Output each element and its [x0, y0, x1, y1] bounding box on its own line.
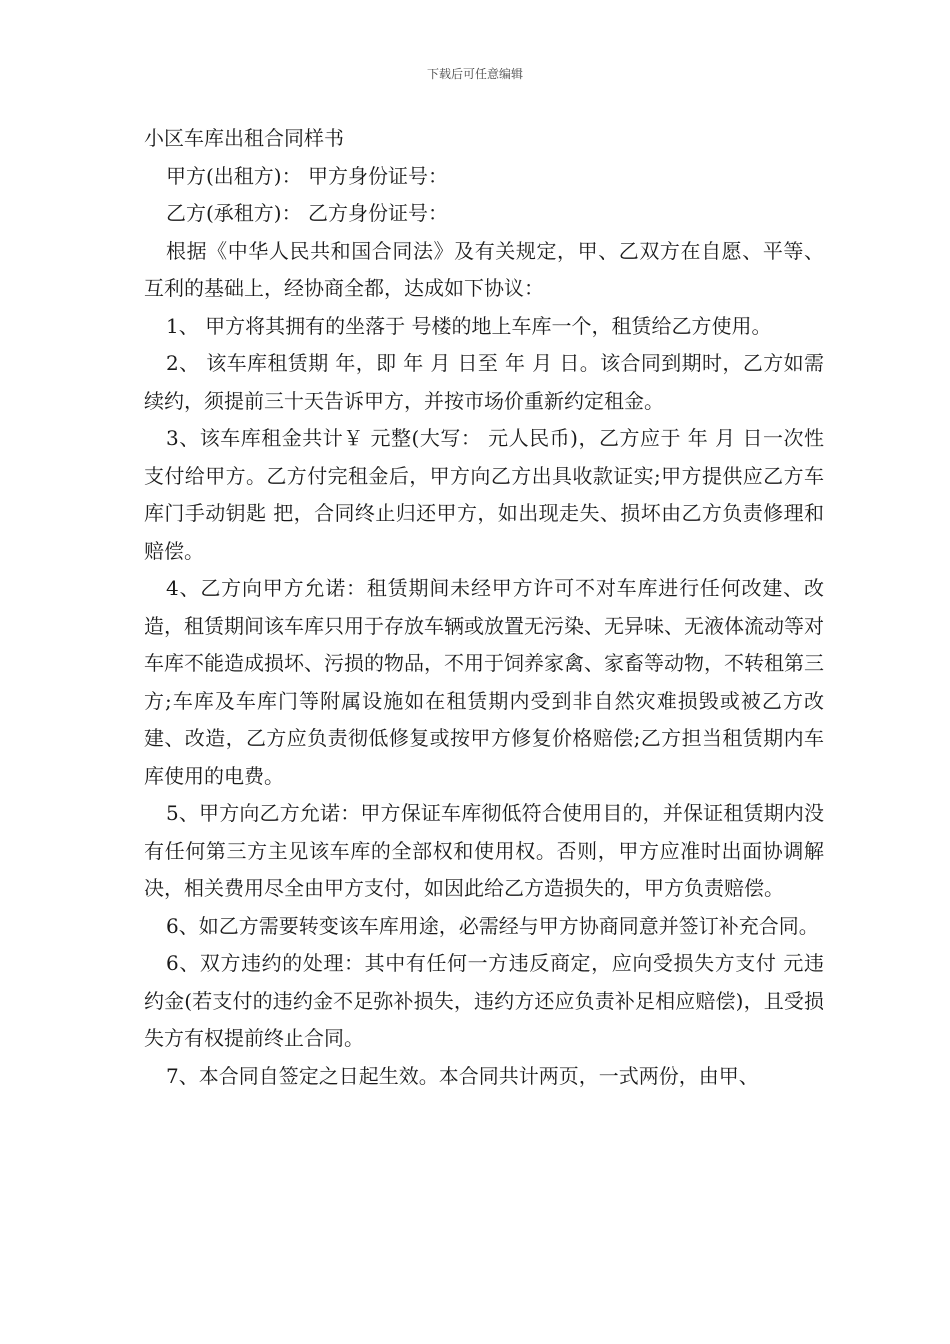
party-b-line: 乙方(承租方)： 乙方身份证号：: [166, 201, 448, 225]
clause-6b: 6、双方违约的处理：其中有任何一方违反商定，应向受损失方支付 元违约金(若支付的违约金不足弥补损失，违约方还应负责补足相应赔偿)，且受损失方有权提前终止合同。: [144, 951, 824, 1050]
clause-3: 3、该车库租金共计￥ 元整(大写： 元人民币)，乙方应于 年 月 日一次性支付给甲方。乙方付完租金后，甲方向乙方出具收款证实;甲方提供应乙方车库门手动钥匙 把，合同终止归还甲方，如出现走失、损坏由乙方负责修理和赔偿。: [144, 426, 824, 563]
contract-body: [144, 120, 824, 1095]
page-header-note: 下载后可任意编辑: [426, 67, 523, 81]
clause-7: 7、本合同自签定之日起生效。本合同共计两页，一式两份，由甲、: [166, 1063, 759, 1088]
document-title: 小区车库出租合同样书: [144, 126, 344, 150]
clause-6a: 6、如乙方需要转变该车库用途，必需经与甲方协商同意并签订补充合同。: [166, 913, 819, 938]
clause-4: 4、乙方向甲方允诺：租赁期间未经甲方许可不对车库进行任何改建、改造，租赁期间该车库只用于存放车辆或放置无污染、无异味、无液体流动等对车库不能造成损坏、污损的物品，不用于饲养家禽、家畜等动物，不转租第三方;车库及车库门等附属设施如在租赁期内受到非自然灾难损毁或被乙方改建、改造，乙方应负责彻低修复或按甲方修复价格赔偿;乙方担当租赁期内车库使用的电费。: [144, 576, 824, 788]
preamble-paragraph: 根据《中华人民共和国合同法》及有关规定，甲、乙双方在自愿、平等、互利的基础上，经协商全都，达成如下协议：: [144, 238, 824, 300]
clause-1: 1、 甲方将其拥有的坐落于 号楼的地上车库一个，租赁给乙方使用。: [166, 313, 772, 338]
clause-2: 2、 该车库租赁期 年，即 年 月 日至 年 月 日。该合同到期时，乙方如需续约，须提前三十天告诉甲方，并按市场价重新约定租金。: [144, 351, 824, 413]
party-a-line: 甲方(出租方)： 甲方身份证号：: [166, 163, 448, 188]
clause-5: 5、甲方向乙方允诺：甲方保证车库彻低符合使用目的，并保证租赁期内没有任何第三方主见该车库的全部权和使用权。否则，甲方应准时出面协调解决，相关费用尽全由甲方支付，如因此给乙方造损失的，甲方负责赔偿。: [144, 801, 824, 900]
